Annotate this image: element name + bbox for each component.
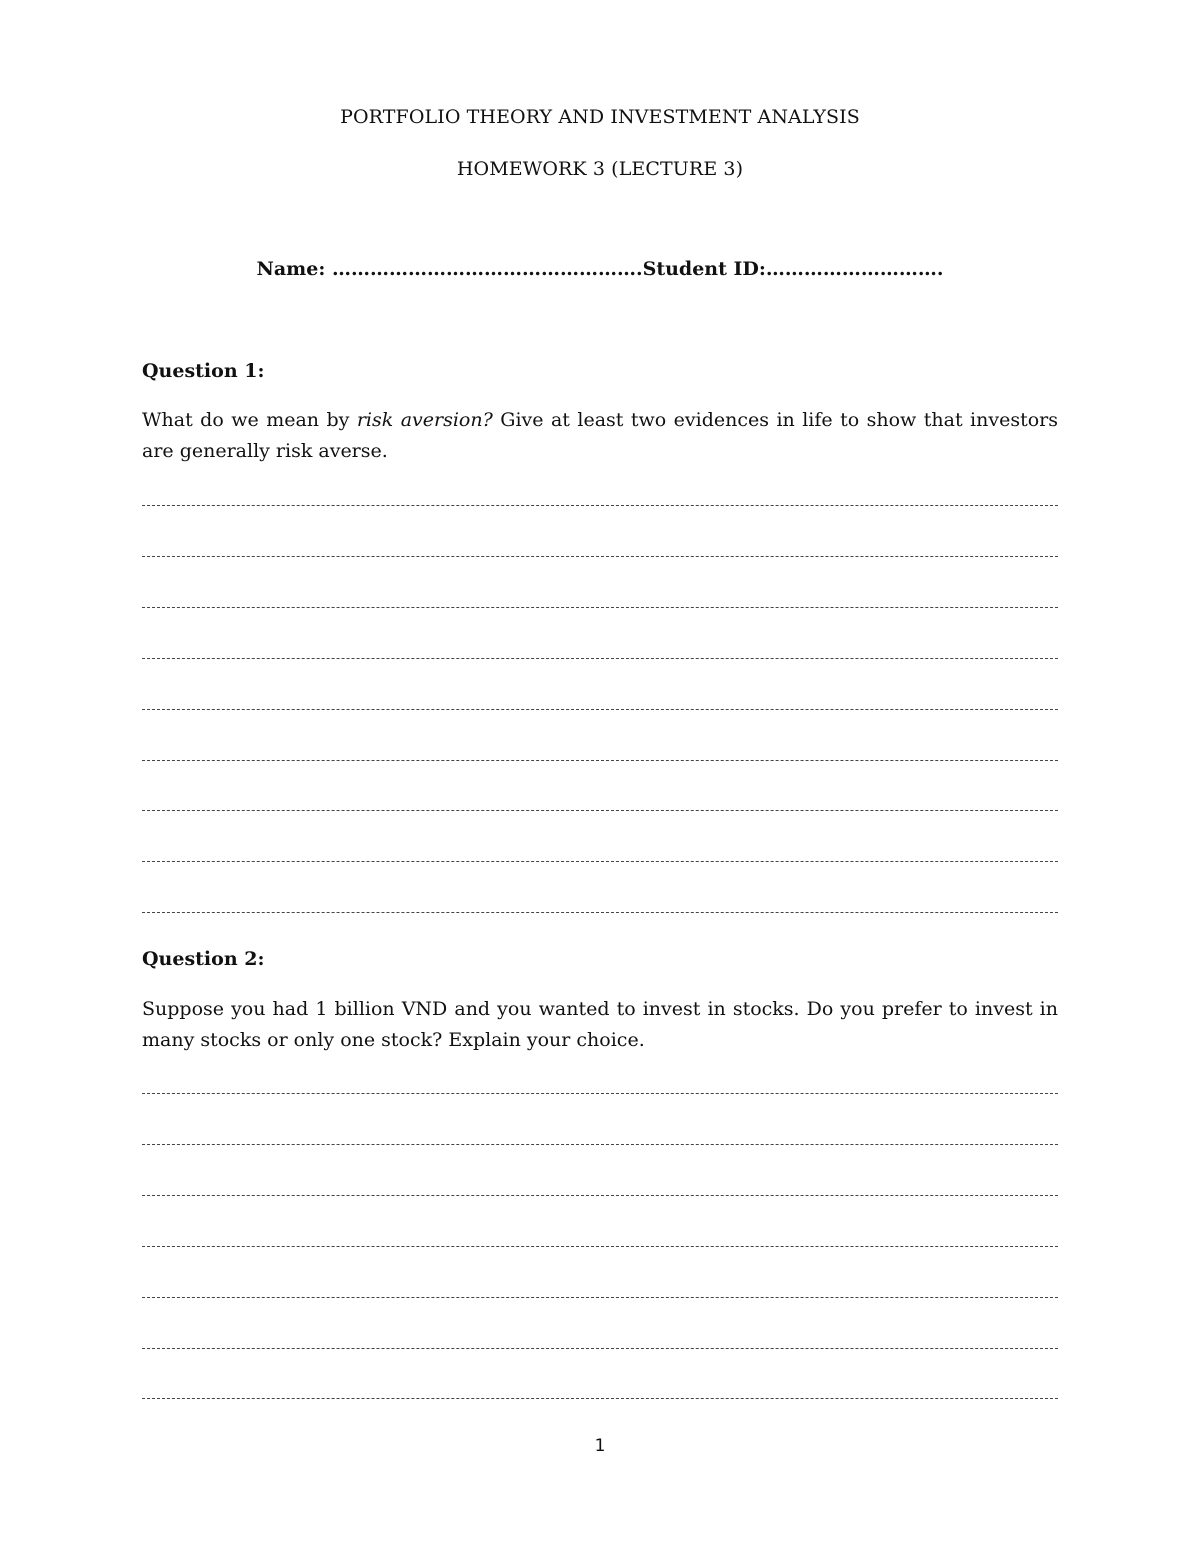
question-1-answer-line[interactable] (142, 810, 1058, 811)
question-1-text-start: What do we mean by (142, 409, 357, 431)
question-1-answer-line[interactable] (142, 709, 1058, 710)
question-1-text-end: Give at least two evidences in life to show that investors are generally risk averse. (142, 409, 1058, 462)
question-2-answer-line[interactable] (142, 1297, 1058, 1298)
question-1-answer-line[interactable] (142, 505, 1058, 506)
question-2-answer-line[interactable] (142, 1195, 1058, 1196)
question-1-text (142, 405, 1058, 467)
question-2-text: Suppose you had 1 billion VND and you wanted to invest in stocks. Do you prefer to invest in many stocks or only one stock? Explain your choice. (142, 998, 1058, 1051)
question-1-answer-line[interactable] (142, 760, 1058, 761)
question-2-answer-line[interactable] (142, 1246, 1058, 1247)
homework-title: HOMEWORK 3 (LECTURE 3) (456, 158, 744, 180)
page-number: 1 (594, 1436, 606, 1456)
question-1-answer-line[interactable] (142, 607, 1058, 608)
name-label: Name: (256, 258, 326, 280)
question-2-heading: Question 2: (142, 948, 265, 970)
question-2-answer-line[interactable] (142, 1398, 1058, 1399)
name-field: …………………………………………. (331, 258, 643, 280)
question-1-answer-line[interactable] (142, 912, 1058, 913)
question-1-answer-line[interactable] (142, 556, 1058, 557)
course-title: PORTFOLIO THEORY AND INVESTMENT ANALYSIS (340, 106, 860, 128)
question-1-answer-line[interactable] (142, 861, 1058, 862)
question-2-answer-line[interactable] (142, 1144, 1058, 1145)
question-1-answer-line[interactable] (142, 658, 1058, 659)
student-id-label: Student ID: (642, 258, 766, 280)
student-info-line (0, 258, 1200, 280)
question-1-heading: Question 1: (142, 360, 265, 382)
question-2-answer-line[interactable] (142, 1348, 1058, 1349)
question-2-answer-line[interactable] (142, 1093, 1058, 1094)
question-1-emphasis: risk aversion? (356, 409, 493, 431)
student-id-field: ………………………. (765, 258, 944, 280)
